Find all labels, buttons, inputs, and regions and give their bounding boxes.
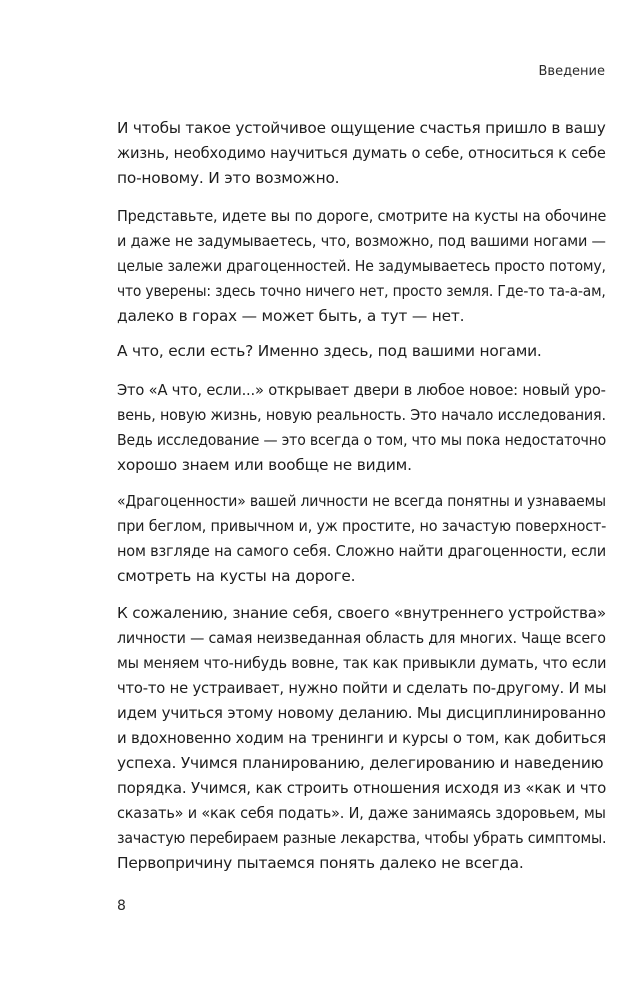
text-line: смотреть на кусты на дороге. [117,567,356,585]
text-line: Представьте, идете вы по дороге, смотрите на кусты на обочине [117,207,607,225]
running-header: Введение [538,64,605,79]
paragraph [117,204,644,329]
text-line: Первопричину пытаемся понять далеко не всегда. [117,854,524,872]
text-line: идем учиться этому новому деланию. Мы дисциплинированно [117,704,606,722]
text-line: хорошо знаем или вообще не видим. [117,456,412,474]
page-number: 8 [117,898,126,914]
text-line: что-то не устраивает, нужно пойти и сделать по-другому. И мы [117,679,607,697]
text-line: вень, новую жизнь, новую реальность. Это начало исследования. [117,406,606,424]
paragraph [117,116,631,191]
paragraph [117,489,644,589]
text-line: и даже не задумываетесь, что, возможно, под вашими ногами — [117,232,606,250]
text-line: личности — самая неизведанная область для многих. Чаще всего [117,629,606,647]
text-line: успеха. Учимся планированию, делегированию и наведению [117,754,604,772]
text-line: Ведь исследование — это всегда о том, что мы пока недостаточно [117,431,607,449]
text-line: и вдохновенно ходим на тренинги и курсы о том, как добиться [117,729,607,747]
text-line: А что, если есть? Именно здесь, под вашими ногами. [117,342,542,360]
text-line: «Драгоценности» вашей личности не всегда понятны и узнаваемы [117,492,606,510]
text-line: по-новому. И это возможно. [117,169,340,187]
text-line: зачастую перебираем разные лекарства, чтобы убрать симптомы. [117,829,607,847]
paragraph [117,601,644,876]
text-line: порядка. Учимся, как строить отношения исходя из «как и что [117,779,607,797]
text-line: что уверены: здесь точно ничего нет, просто земля. Где-то та-а-ам, [117,282,606,300]
text-line: И чтобы такое устойчивое ощущение счастья пришло в вашу [117,119,606,137]
text-line: К сожалению, знание себя, своего «внутреннего устройства» [117,604,607,622]
text-line: далеко в горах — может быть, а тут — нет. [117,307,465,325]
text-line: сказать» и «как себя подать». И, даже занимаясь здоровьем, мы [117,804,606,822]
text-line: целые залежи драгоценностей. Не задумываетесь просто потому, [117,257,606,275]
paragraph [117,339,542,364]
text-line: Это «А что, если...» открывает двери в любое новое: новый уро- [117,381,606,399]
paragraph [117,378,644,478]
text-line: при беглом, привычном и, уж простите, но зачастую поверхност- [117,517,607,535]
text-line: ном взгляде на самого себя. Сложно найти драгоценности, если [117,542,607,560]
text-line: мы меняем что-нибудь вовне, так как привыкли думать, что если [117,654,607,672]
text-line: жизнь, необходимо научиться думать о себе, относиться к себе [117,144,606,162]
